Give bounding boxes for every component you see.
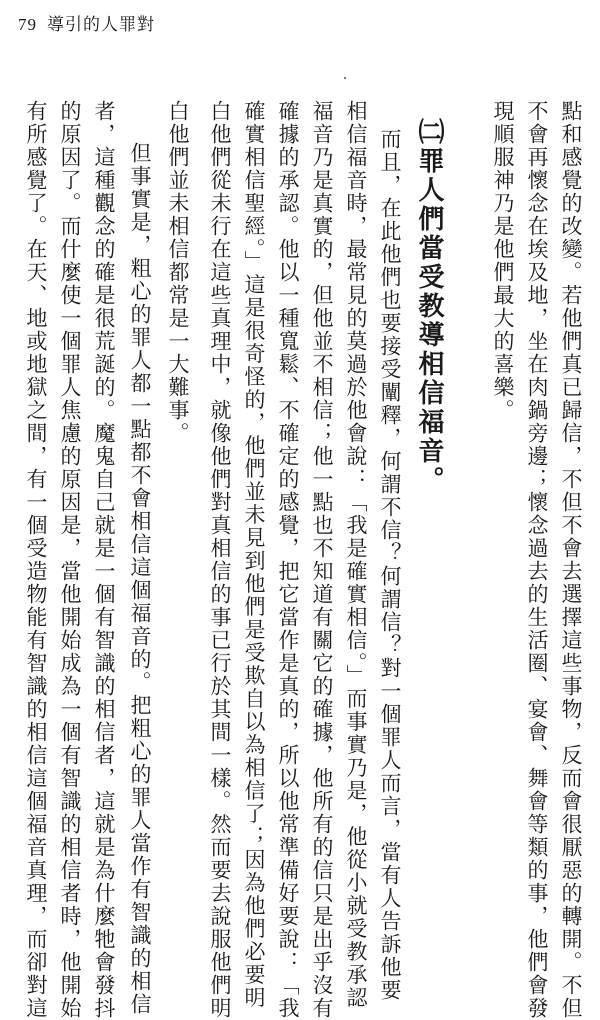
page-number: 79	[18, 15, 37, 34]
text-column-6: 福音乃是真實的，但他並不相信；他一點也不知道有關它的確據，他所有的信只是出乎沒有	[310, 100, 334, 1020]
text-column-8: 確實相信聖經。」這是很奇怪的，他們並未見到他們是受欺自以為相信了；因為他們必要明	[242, 100, 266, 1010]
text-column-1: 點和感覺的改變。若他們真已歸信，不但不會去選擇這些事物，反而會很厭惡的轉開。不但	[559, 100, 583, 1020]
text-column-4: 而且，在此他們也要接受闡釋，何謂不信？何謂信？對一個罪人而言，當有人告訴他要	[378, 128, 402, 1002]
text-column-3: 現順服神乃是他們最大的喜樂。	[491, 100, 515, 422]
text-column-10: 白他們並未相信都常是一大難事。	[166, 100, 190, 445]
print-speck	[344, 77, 346, 79]
text-column-11: 但事實是，粗心的罪人都一點都不會相信這個福音的。把粗心的罪人當作有智識的相信	[128, 142, 152, 1016]
text-column-14: 有所感覺了。在天、地或地獄之間，有一個受造物能有智識的相信這個福音真理，而卻對這	[24, 100, 48, 1020]
running-header	[18, 10, 155, 35]
section-heading: ㈡罪人們當受教導相信福音。	[414, 118, 444, 495]
running-title: 導引的人罪對	[47, 15, 155, 35]
text-column-12: 者，這種觀念的確是很荒誕的。魔鬼自己就是一個有智識的相信者，這就是為什麼牠會發抖	[92, 100, 116, 1020]
text-column-9: 白他們從未行在這些真理中，就像他們對真相信的事已行於其間一樣。然而要去說服他們明	[208, 100, 232, 1020]
text-column-2: 不會再懷念在埃及地，坐在肉鍋旁邊；懷念過去的生活圈、宴會、舞會等類的事，他們會發	[525, 100, 549, 1020]
text-column-13: 的原因了。而什麼使一個罪人焦慮的原因是，當他開始成為一個有智識的相信者時，他開始	[58, 100, 82, 1020]
text-column-7: 確據的承認。他以一種寬鬆、不確定的感覺，把它當作是真的，所以他常準備好要說：「我	[276, 100, 300, 1020]
text-column-5: 相信福音時，最常見的莫過於他會說：「我是確實相信。」而事實乃是，他從小就受教承認	[344, 100, 368, 1010]
